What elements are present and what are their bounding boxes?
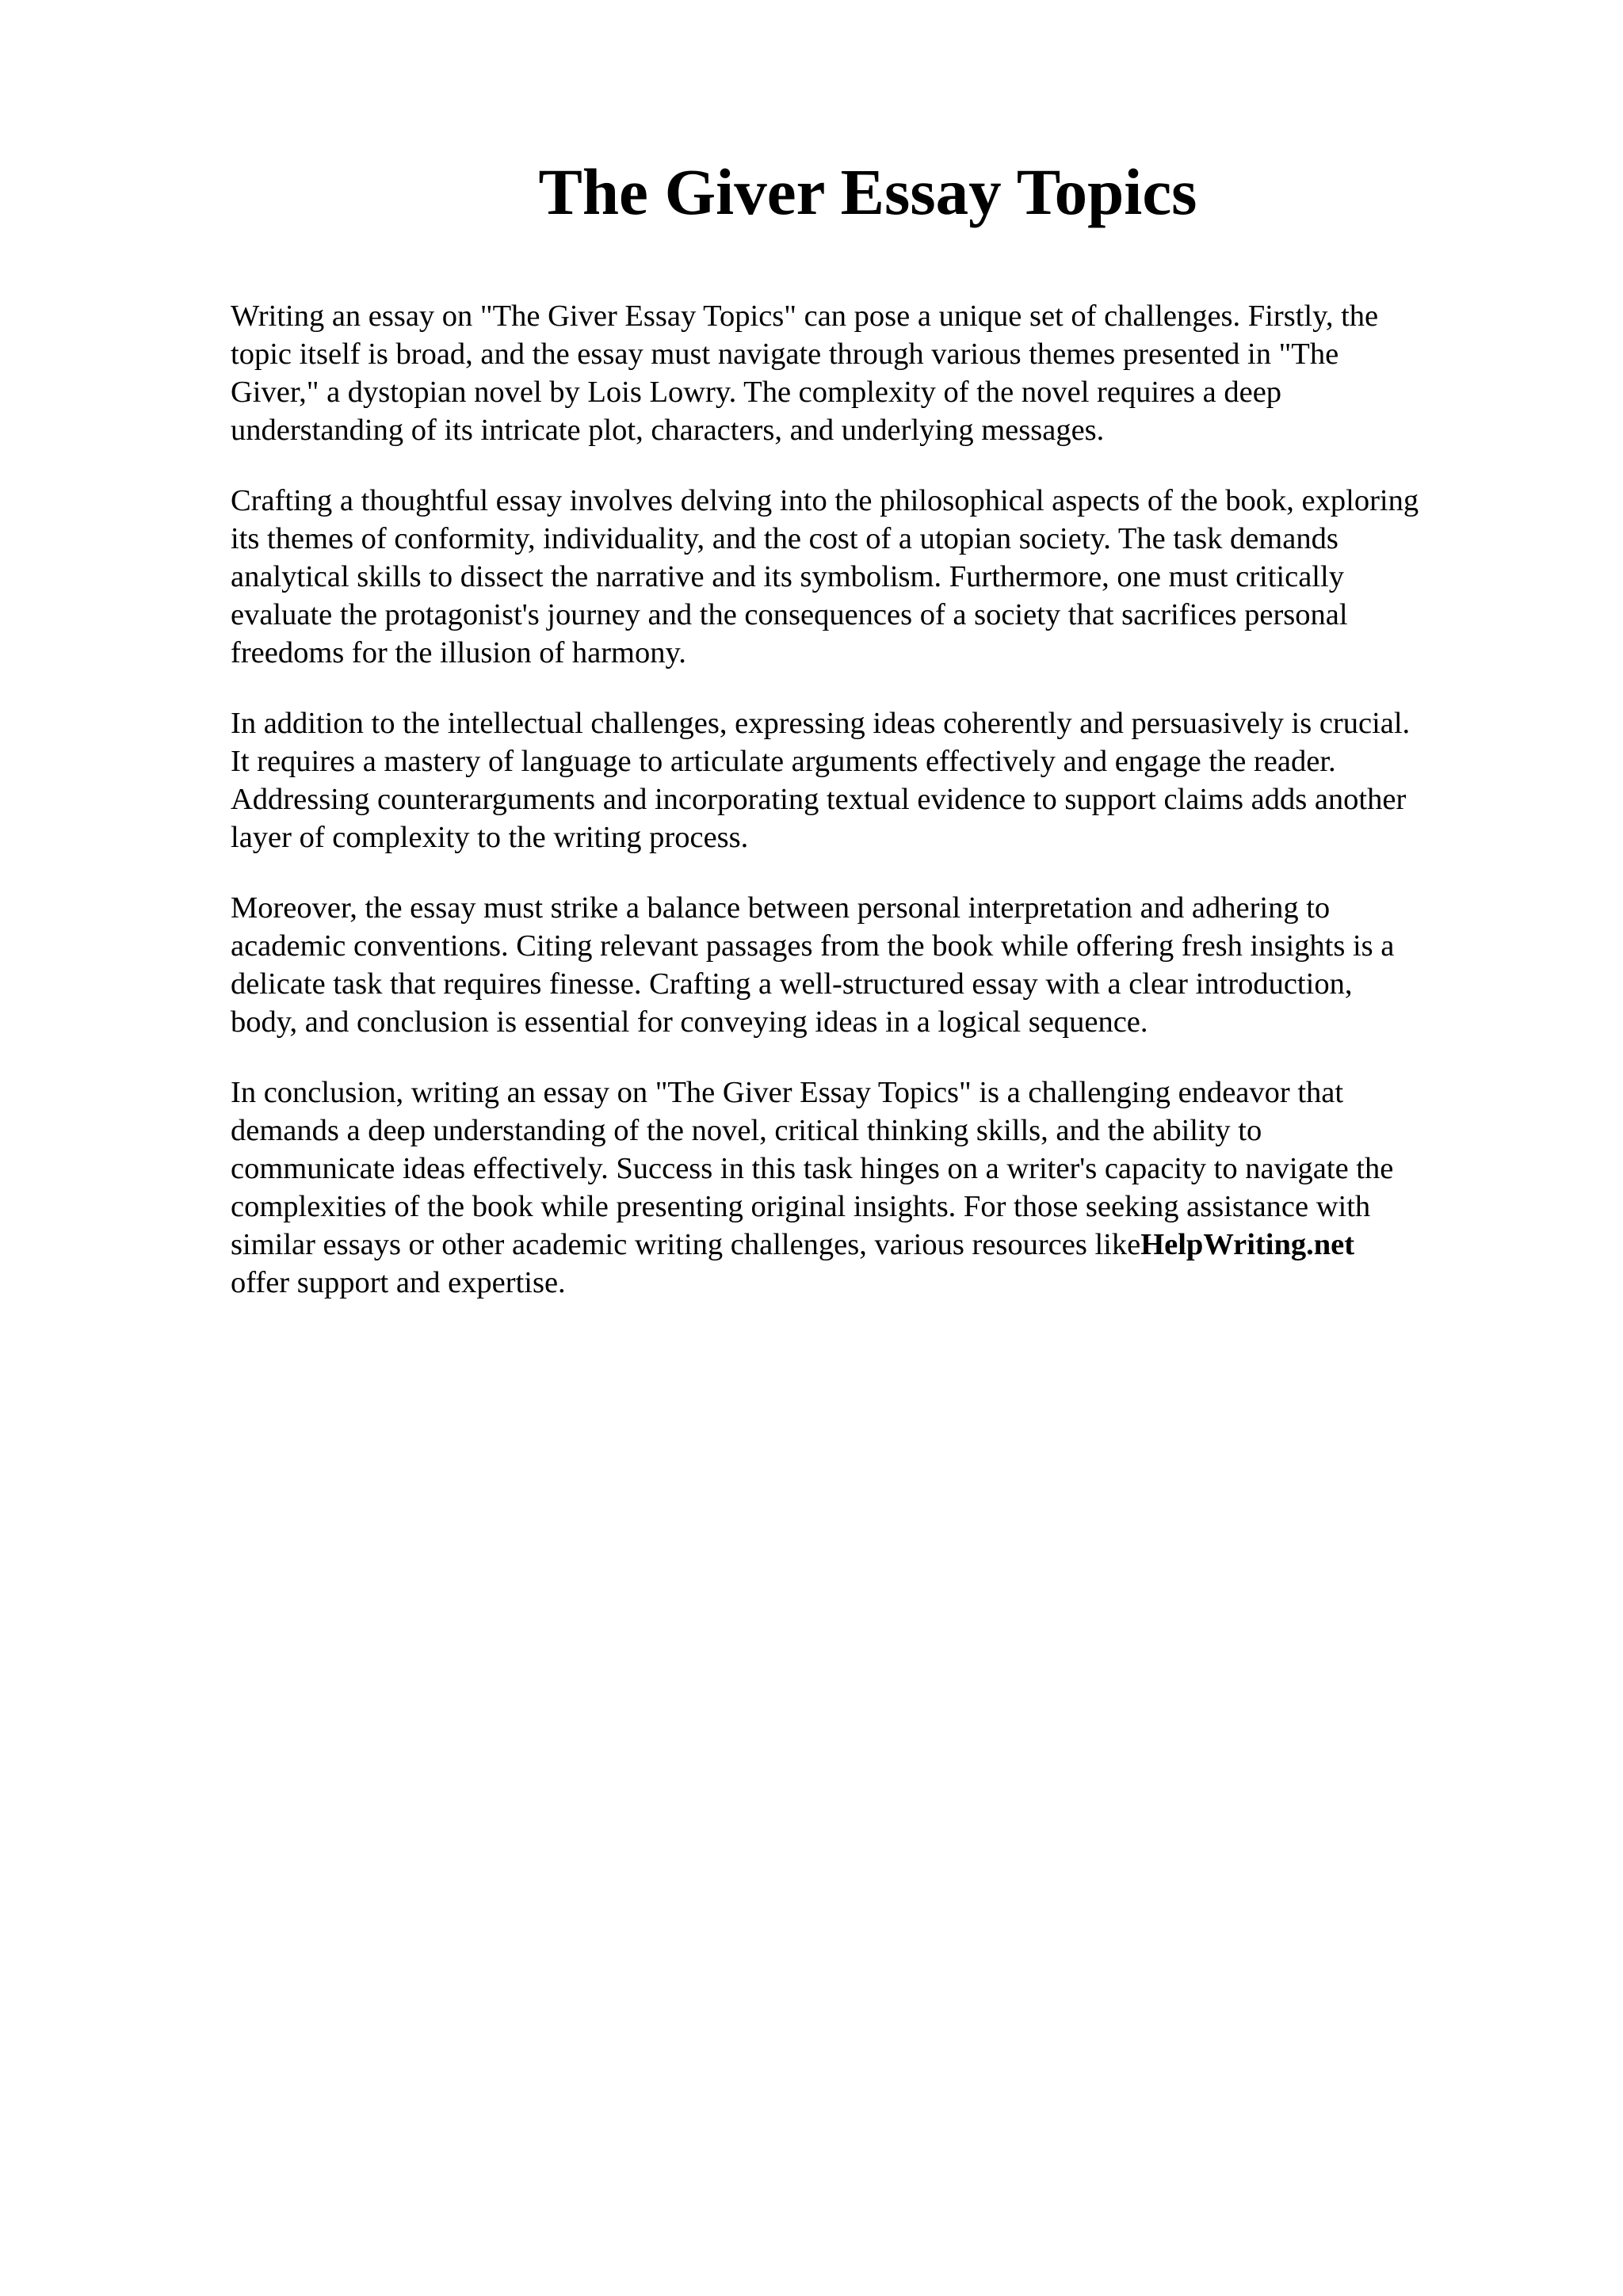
paragraph-4 bbox=[231, 889, 1530, 1041]
text-line: understanding of its intricate plot, characters, and underlying messages. bbox=[231, 414, 1105, 447]
document-title: The Giver Essay Topics bbox=[538, 155, 1197, 228]
text-line: It requires a mastery of language to articulate arguments effectively and engage the reader. bbox=[231, 745, 1336, 778]
paragraph-1 bbox=[231, 297, 1530, 449]
text-line: Moreover, the essay must strike a balance between personal interpretation and adhering to bbox=[231, 891, 1331, 925]
text-line: demands a deep understanding of the novel, critical thinking skills, and the ability to bbox=[231, 1114, 1262, 1147]
text-line-with-link bbox=[231, 1226, 1530, 1264]
text-line: body, and conclusion is essential for conveying ideas in a logical sequence. bbox=[231, 1005, 1148, 1039]
text-line: analytical skills to dissect the narrative and its symbolism. Furthermore, one must critically bbox=[231, 560, 1344, 593]
text-line: Giver," a dystopian novel by Lois Lowry. The complexity of the novel requires a deep bbox=[231, 376, 1282, 409]
helpwriting-link[interactable]: HelpWriting.net bbox=[1140, 1228, 1355, 1261]
document-body bbox=[231, 297, 1530, 1334]
text-line: Addressing counterarguments and incorporating textual evidence to support claims adds another bbox=[231, 783, 1407, 816]
paragraph-5 bbox=[231, 1074, 1530, 1302]
text-line: offer support and expertise. bbox=[231, 1266, 566, 1299]
text-line: academic conventions. Citing relevant passages from the book while offering fresh insights is a bbox=[231, 929, 1395, 963]
text-line: complexities of the book while presenting original insights. For those seeking assistance with bbox=[231, 1190, 1371, 1223]
text-line: In addition to the intellectual challenges, expressing ideas coherently and persuasively is crucial. bbox=[231, 707, 1411, 740]
text-line: In conclusion, writing an essay on "The Giver Essay Topics" is a challenging endeavor that bbox=[231, 1076, 1344, 1109]
paragraph-2 bbox=[231, 482, 1530, 672]
text-line: similar essays or other academic writing challenges, various resources like bbox=[231, 1228, 1141, 1261]
text-line: delicate task that requires finesse. Crafting a well-structured essay with a clear introduction, bbox=[231, 967, 1353, 1001]
text-line: its themes of conformity, individuality, and the cost of a utopian society. The task demands bbox=[231, 522, 1338, 555]
text-line: Crafting a thoughtful essay involves delving into the philosophical aspects of the book, exploring bbox=[231, 484, 1419, 517]
text-line: evaluate the protagonist's journey and the consequences of a society that sacrifices personal bbox=[231, 598, 1348, 631]
text-line: layer of complexity to the writing process. bbox=[231, 821, 749, 854]
text-line: communicate ideas effectively. Success in this task hinges on a writer's capacity to navigate the bbox=[231, 1152, 1394, 1185]
paragraph-3 bbox=[231, 704, 1530, 856]
text-line: topic itself is broad, and the essay must navigate through various themes presented in "The bbox=[231, 338, 1339, 371]
text-line: freedoms for the illusion of harmony. bbox=[231, 636, 686, 669]
text-line: Writing an essay on "The Giver Essay Topics" can pose a unique set of challenges. Firstly, the bbox=[231, 299, 1379, 333]
